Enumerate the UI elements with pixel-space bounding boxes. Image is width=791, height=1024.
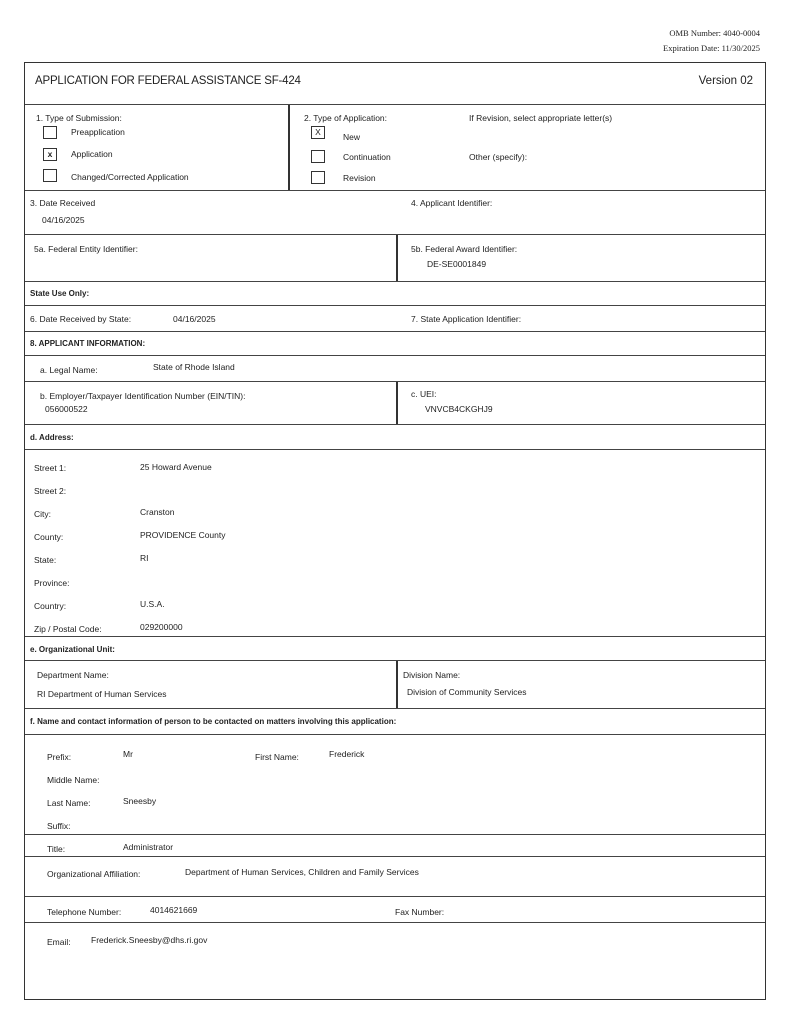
title-value[interactable]: Administrator [123,842,174,852]
state-use-row [25,282,765,306]
affiliation-value[interactable]: Department of Human Services, Children and Family Services [185,867,419,877]
application-label: Application [71,149,113,159]
suffix-label: Suffix: [47,821,71,831]
checkbox-new[interactable]: X [311,126,325,139]
uei-label: c. UEI: [411,389,437,399]
date-received-row [25,191,765,235]
prefix-value[interactable]: Mr [123,749,133,759]
omb-info [663,26,760,56]
uei-value[interactable]: VNVCB4CKGHJ9 [425,404,493,414]
contact-label: f. Name and contact information of person to be contacted on matters involving this application: [30,717,397,726]
date-received-label: 3. Date Received [30,198,96,208]
preapplication-label: Preapplication [71,127,125,137]
state-label: State: [34,555,57,565]
email-row [25,923,765,999]
form-version: Version 02 [698,75,753,87]
checkbox-continuation[interactable] [311,150,325,163]
address-fields [25,450,765,637]
division-label: Division Name: [403,670,461,680]
address-label: d. Address: [30,433,74,442]
org-unit-row [25,661,765,709]
legal-name-row [25,356,765,382]
division-value[interactable]: Division of Community Services [407,687,527,697]
affiliation-row [25,857,765,897]
state-date-label: 6. Date Received by State: [30,314,132,324]
form-title: APPLICATION FOR FEDERAL ASSISTANCE SF-424 [35,75,301,87]
divider [396,235,398,281]
department-value[interactable]: RI Department of Human Services [37,689,167,699]
date-received-value[interactable]: 04/16/2025 [42,215,85,225]
continuation-label: Continuation [343,152,391,162]
address-header-row [25,425,765,450]
first-name-value[interactable]: Frederick [329,749,365,759]
street1-label: Street 1: [34,463,67,473]
zip-value[interactable]: 029200000 [140,622,183,632]
org-unit-label: e. Organizational Unit: [30,645,115,654]
state-value[interactable]: RI [140,553,149,563]
city-value[interactable]: Cranston [140,507,175,517]
submission-type-label: 1. Type of Submission: [36,113,122,123]
checkbox-revision[interactable] [311,171,325,184]
legal-name-label: a. Legal Name: [40,365,98,375]
state-use-label: State Use Only: [30,289,90,298]
expiration-date: Expiration Date: 11/30/2025 [663,43,760,53]
street1-value[interactable]: 25 Howard Avenue [140,462,212,472]
checkbox-application[interactable]: x [43,148,57,161]
middle-name-label: Middle Name: [47,775,100,785]
revision-label: Revision [343,173,376,183]
omb-number: OMB Number: 4040-0004 [669,28,760,38]
state-date-value[interactable]: 04/16/2025 [173,314,216,324]
city-label: City: [34,509,51,519]
contact-title-row [25,835,765,857]
department-label: Department Name: [37,670,109,680]
changed-corrected-label: Changed/Corrected Application [71,172,189,182]
country-value[interactable]: U.S.A. [140,599,165,609]
fax-label: Fax Number: [395,907,445,917]
form-title-row [25,63,765,105]
legal-name-value[interactable]: State of Rhode Island [153,362,235,372]
last-name-label: Last Name: [47,798,91,808]
application-type-label: 2. Type of Application: [304,113,388,123]
federal-identifier-row [25,235,765,282]
divider [396,661,398,708]
county-value[interactable]: PROVIDENCE County [140,530,226,540]
state-date-row [25,306,765,332]
province-label: Province: [34,578,70,588]
first-name-label: First Name: [255,752,299,762]
contact-header-row [25,709,765,735]
divider [288,105,290,190]
affiliation-label: Organizational Affiliation: [47,869,141,879]
street2-label: Street 2: [34,486,67,496]
checkbox-changed-corrected[interactable] [43,169,57,182]
applicant-info-row [25,332,765,356]
revision-letter-label: If Revision, select appropriate letter(s) [469,113,613,123]
telephone-value[interactable]: 4014621669 [150,905,198,915]
divider [396,382,398,424]
federal-award-label: 5b. Federal Award Identifier: [411,244,518,254]
email-value[interactable]: Frederick.Sneesby@dhs.ri.gov [91,935,208,945]
country-label: Country: [34,601,67,611]
county-label: County: [34,532,64,542]
contact-name-fields [25,735,765,835]
ein-label: b. Employer/Taxpayer Identification Number (EIN/TIN): [40,391,246,401]
federal-award-value[interactable]: DE-SE0001849 [427,259,487,269]
applicant-info-label: 8. APPLICANT INFORMATION: [30,339,146,348]
checkbox-preapplication[interactable] [43,126,57,139]
title-label: Title: [47,844,66,854]
email-label: Email: [47,937,71,947]
sf424-form [24,62,766,1000]
ein-value[interactable]: 056000522 [45,404,88,414]
phone-fax-row [25,897,765,923]
org-unit-header-row [25,637,765,661]
type-row [25,105,765,191]
last-name-value[interactable]: Sneesby [123,796,157,806]
federal-entity-label: 5a. Federal Entity Identifier: [34,244,138,254]
telephone-label: Telephone Number: [47,907,122,917]
ein-uei-row [25,382,765,425]
state-app-id-label: 7. State Application Identifier: [411,314,522,324]
other-specify-label: Other (specify): [469,152,528,162]
applicant-identifier-label: 4. Applicant Identifier: [411,198,493,208]
new-label: New [343,132,361,142]
prefix-label: Prefix: [47,752,72,762]
zip-label: Zip / Postal Code: [34,624,102,634]
